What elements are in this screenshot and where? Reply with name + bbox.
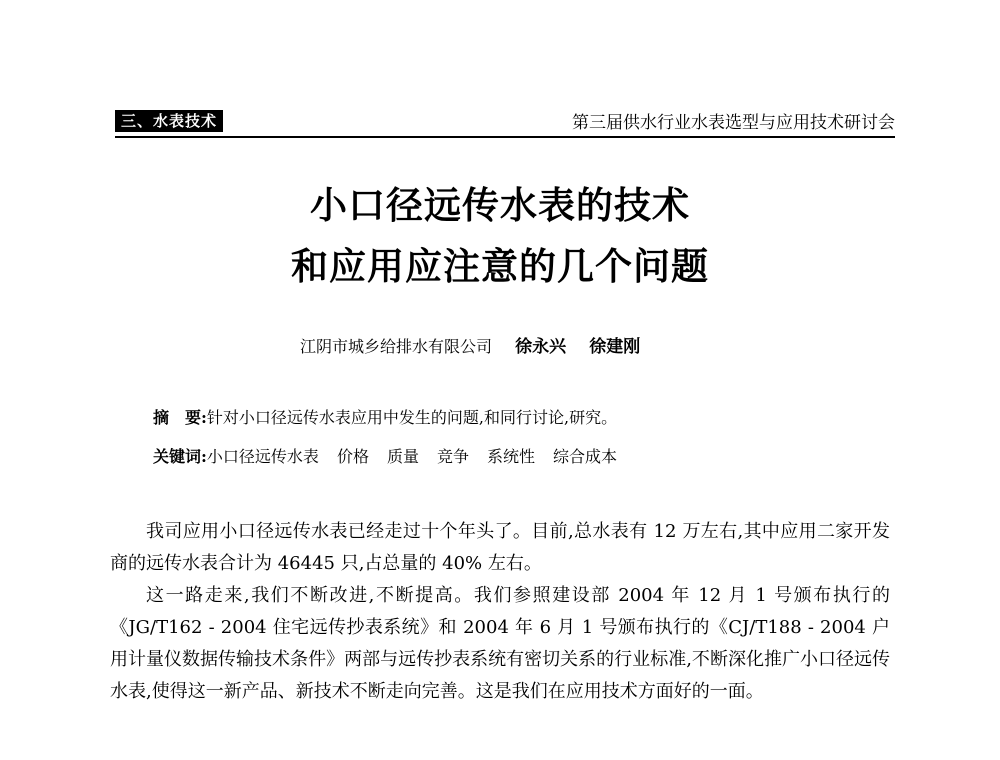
keyword: 系统性 [486,447,535,466]
keyword: 综合成本 [553,447,618,466]
abstract-label: 摘 要: [153,408,207,427]
keyword: 小口径远传水表 [206,447,319,466]
abstract [153,405,617,431]
paper-title-line-1: 小口径远传水表的技术 [310,183,690,227]
author-name: 徐永兴 [515,337,567,357]
keywords-label: 关键词: [153,447,207,466]
keyword: 价格 [336,447,369,466]
affiliation: 江阴市城乡给排水有限公司 [300,337,493,356]
section-tag: 三、水表技术 [115,110,223,132]
running-header [115,106,895,138]
body-text [110,516,890,708]
paper-title-line-2: 和应用应注意的几个问题 [291,244,709,288]
keywords [153,444,635,470]
author-line [300,334,640,360]
conference-name: 第三届供水行业水表选型与应用技术研讨会 [572,113,895,133]
body-paragraph: 这一路走来,我们不断改进,不断提高。我们参照建设部 2004 年 12 月 1 号颁布执行的《JG/T162 - 2004 住宅远传抄表系统》和 2004 年 6 月 1 号颁布执行的《CJ/T188 - 2004 户用计量仪数据传输技术条件》两部与远传抄表系统有密切关系的行业标准,不断深化推广小口径远传水表,使得这一新产品、新技术不断走向完善。这是我们在应用技术方面好的一面。 [110,585,890,702]
author-name: 徐建刚 [589,337,641,357]
keyword: 竞争 [436,447,469,466]
abstract-text: 针对小口径远传水表应用中发生的问题,和同行讨论,研究。 [206,408,618,427]
keyword: 质量 [386,447,419,466]
body-paragraph: 我司应用小口径远传水表已经走过十个年头了。目前,总水表有 12 万左右,其中应用二家开发商的远传水表合计为 46445 只,占总量的 40% 左右。 [110,521,890,574]
